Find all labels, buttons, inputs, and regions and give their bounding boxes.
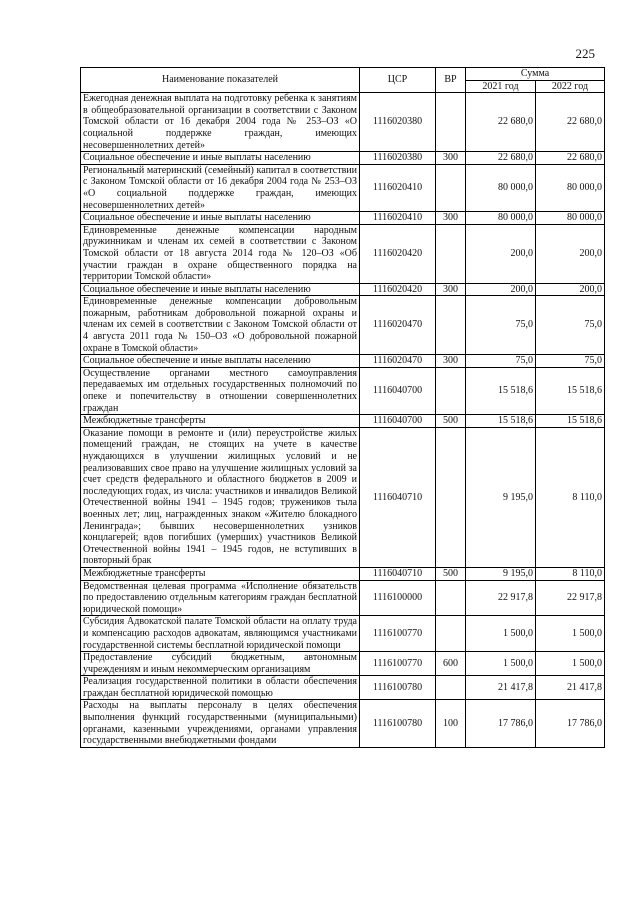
page-number: 225: [575, 46, 595, 61]
row-vr: [436, 676, 466, 700]
row-amount-2021: 9 195,0: [466, 427, 536, 567]
row-name: Единовременные денежные компенсации народным дружинникам и членам их семей в соответствии с Законом Томской области от 18 августа 2014 года № 120–ОЗ «Об участии граждан в охране общественного порядка на территории Томской области»: [81, 224, 360, 283]
row-amount-2022: 1 500,0: [536, 616, 605, 652]
row-amount-2021: 80 000,0: [466, 164, 536, 211]
table-row: [81, 224, 605, 283]
row-amount-2022: 22 917,8: [536, 580, 605, 616]
row-csr: 1116100770: [360, 616, 436, 652]
budget-table: [80, 67, 605, 748]
row-amount-2022: 80 000,0: [536, 212, 605, 225]
row-vr: [436, 93, 466, 152]
row-amount-2022: 15 518,6: [536, 367, 605, 414]
row-vr: [436, 367, 466, 414]
row-amount-2021: 1 500,0: [466, 652, 536, 676]
row-name: Предоставление субсидий бюджетным, автономным учреждениям и иным некоммерческим организациям: [81, 652, 360, 676]
row-amount-2021: 22 680,0: [466, 93, 536, 152]
row-vr: 500: [436, 415, 466, 428]
row-csr: 1116020470: [360, 296, 436, 355]
table-row: [81, 676, 605, 700]
row-name: Межбюджетные трансферты: [81, 415, 360, 428]
row-amount-2022: 75,0: [536, 296, 605, 355]
row-amount-2022: 200,0: [536, 224, 605, 283]
table-row: [81, 567, 605, 580]
header-name: Наименование показателей: [81, 68, 360, 93]
row-vr: [436, 616, 466, 652]
row-amount-2022: 15 518,6: [536, 415, 605, 428]
table-row: [81, 283, 605, 296]
table-row: [81, 700, 605, 747]
row-name: Региональный материнский (семейный) капитал в соответствии с Законом Томской области от 16 декабря 2004 года № 253–ОЗ «О социальной поддержке граждан, имеющих несовершеннолетних детей»: [81, 164, 360, 211]
row-amount-2021: 22 680,0: [466, 152, 536, 165]
row-csr: 1116020420: [360, 283, 436, 296]
row-vr: 300: [436, 355, 466, 368]
row-vr: 300: [436, 152, 466, 165]
row-amount-2022: 22 680,0: [536, 152, 605, 165]
row-csr: 1116040700: [360, 415, 436, 428]
row-name: Социальное обеспечение и иные выплаты населению: [81, 355, 360, 368]
row-name: Социальное обеспечение и иные выплаты населению: [81, 152, 360, 165]
header-year-2022: 2022 год: [536, 80, 605, 93]
row-amount-2021: 15 518,6: [466, 415, 536, 428]
row-name: Ведомственная целевая программа «Исполнение обязательств по предоставлению отдельным категориям граждан бесплатной юридической помощи»: [81, 580, 360, 616]
row-amount-2021: 22 917,8: [466, 580, 536, 616]
row-csr: 1116040710: [360, 427, 436, 567]
row-csr: 1116020410: [360, 212, 436, 225]
row-amount-2022: 22 680,0: [536, 93, 605, 152]
row-name: Субсидия Адвокатской палате Томской области на оплату труда и компенсацию расходов адвокатам, являющимся участниками государственной системы бесплатной юридической помощи: [81, 616, 360, 652]
row-amount-2022: 200,0: [536, 283, 605, 296]
table-row: [81, 355, 605, 368]
row-vr: [436, 296, 466, 355]
row-amount-2021: 80 000,0: [466, 212, 536, 225]
row-vr: [436, 224, 466, 283]
table-row: [81, 93, 605, 152]
row-amount-2022: 80 000,0: [536, 164, 605, 211]
table-row: [81, 427, 605, 567]
table-row: [81, 652, 605, 676]
row-name: Осуществление органами местного самоуправления передаваемых им отдельных государственных полномочий по опеке и попечительству в отношении совершеннолетних граждан: [81, 367, 360, 414]
table-row: [81, 152, 605, 165]
header-sum: Сумма: [466, 68, 605, 81]
row-csr: 1116100770: [360, 652, 436, 676]
row-vr: 600: [436, 652, 466, 676]
row-csr: 1116020380: [360, 93, 436, 152]
row-amount-2022: 75,0: [536, 355, 605, 368]
row-amount-2021: 75,0: [466, 355, 536, 368]
row-vr: 100: [436, 700, 466, 747]
row-csr: 1116020410: [360, 164, 436, 211]
table-row: [81, 616, 605, 652]
row-amount-2022: 8 110,0: [536, 567, 605, 580]
row-name: Межбюджетные трансферты: [81, 567, 360, 580]
header-csr: ЦСР: [360, 68, 436, 93]
row-amount-2021: 75,0: [466, 296, 536, 355]
row-name: Расходы на выплаты персоналу в целях обеспечения выполнения функций государственными (муниципальными) органами, казенными учреждениями, органами управления государственными внебюджетными фондами: [81, 700, 360, 747]
row-csr: 1116020470: [360, 355, 436, 368]
row-csr: 1116020420: [360, 224, 436, 283]
row-csr: 1116040710: [360, 567, 436, 580]
row-name: Оказание помощи в ремонте и (или) переустройстве жилых помещений граждан, не стоящих на учете в качестве нуждающихся в улучшении жилищных условий и не реализовавших свое право на улучшение жилищных условий за счет средств федерального и областного бюджетов в 2009 и последующих годах, из числа: участников и инвалидов Великой Отечественной войны 1941 – 1945 годов; тружеников тыла военных лет; лиц, награжденных знаком «Жителю блокадного Ленинграда»; бывших несовершеннолетних узников концлагерей; вдов погибших (умерших) участников Великой Отечественной войны 1941 – 1945 годов, не вступивших в повторный брак: [81, 427, 360, 567]
row-amount-2022: 8 110,0: [536, 427, 605, 567]
row-vr: 300: [436, 283, 466, 296]
row-amount-2021: 21 417,8: [466, 676, 536, 700]
row-amount-2022: 21 417,8: [536, 676, 605, 700]
row-amount-2021: 9 195,0: [466, 567, 536, 580]
row-name: Социальное обеспечение и иные выплаты населению: [81, 212, 360, 225]
row-csr: 1116040700: [360, 367, 436, 414]
table-row: [81, 367, 605, 414]
row-amount-2022: 1 500,0: [536, 652, 605, 676]
row-csr: 1116020380: [360, 152, 436, 165]
table-row: [81, 415, 605, 428]
row-amount-2022: 17 786,0: [536, 700, 605, 747]
table-row: [81, 296, 605, 355]
row-csr: 1116100780: [360, 700, 436, 747]
row-name: Социальное обеспечение и иные выплаты населению: [81, 283, 360, 296]
row-csr: 1116100780: [360, 676, 436, 700]
row-name: Ежегодная денежная выплата на подготовку ребенка к занятиям в общеобразовательной организации в соответствии с Законом Томской области от 16 декабря 2004 года № 253–ОЗ «О социальной поддержке граждан, имеющих несовершеннолетних детей»: [81, 93, 360, 152]
row-amount-2021: 17 786,0: [466, 700, 536, 747]
row-amount-2021: 200,0: [466, 224, 536, 283]
header-vr: ВР: [436, 68, 466, 93]
table-row: [81, 212, 605, 225]
row-vr: [436, 427, 466, 567]
row-csr: 1116100000: [360, 580, 436, 616]
row-name: Реализация государственной политики в области обеспечения граждан бесплатной юридической помощью: [81, 676, 360, 700]
row-vr: [436, 580, 466, 616]
row-vr: 500: [436, 567, 466, 580]
row-name: Единовременные денежные компенсации добровольным пожарным, работникам добровольной пожарной охраны и членам их семей в соответствии с Законом Томской области от 4 августа 2011 года № 150–ОЗ «О добровольной пожарной охране в Томской области»: [81, 296, 360, 355]
row-vr: [436, 164, 466, 211]
row-amount-2021: 1 500,0: [466, 616, 536, 652]
row-vr: 300: [436, 212, 466, 225]
row-amount-2021: 15 518,6: [466, 367, 536, 414]
table-row: [81, 164, 605, 211]
table-row: [81, 580, 605, 616]
header-year-2021: 2021 год: [466, 80, 536, 93]
row-amount-2021: 200,0: [466, 283, 536, 296]
